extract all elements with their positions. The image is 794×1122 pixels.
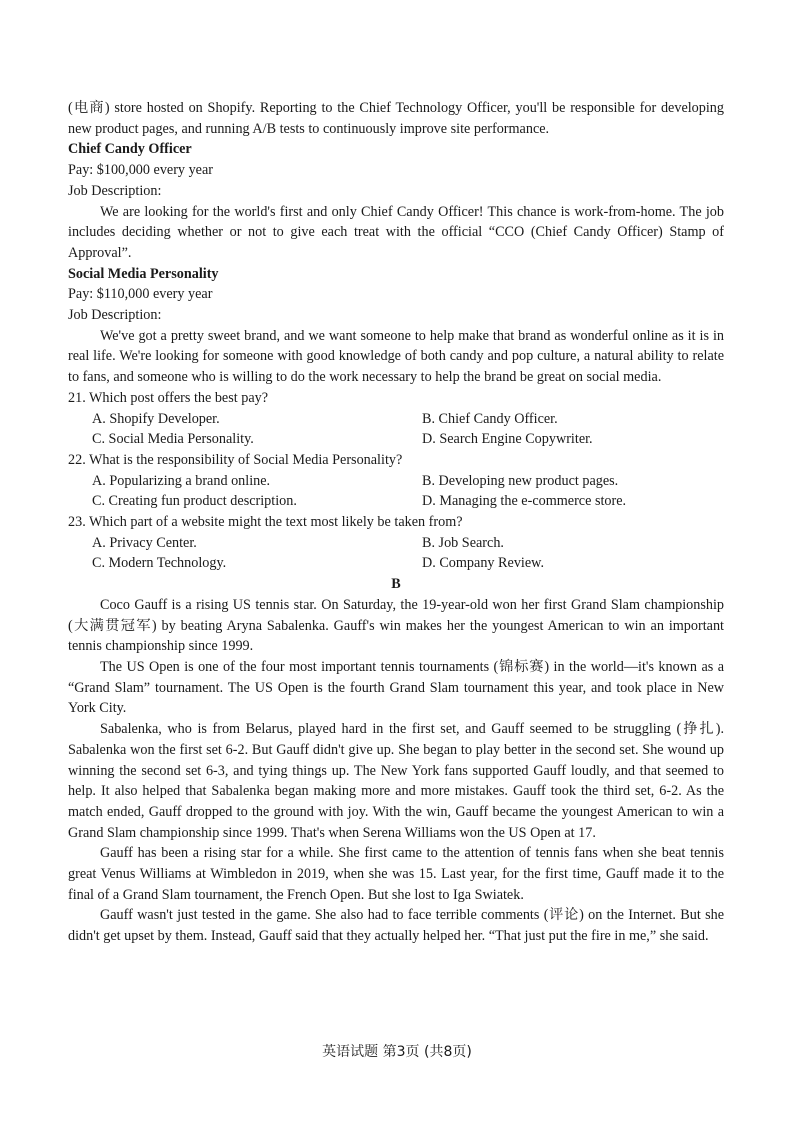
intro-paragraph: (电商) store hosted on Shopify. Reporting to the Chief Technology Officer, you'll be responsible for developing new product pages, and running A/B tests to continuously improve site performance. (68, 100, 724, 137)
option-a: A. Privacy Center. (92, 534, 197, 551)
question-22 (68, 450, 724, 512)
passage-paragraph-4: Gauff has been a rising star for a while. She first came to the attention of tennis fans when she beat tennis great Venus Williams at Wimbledon in 2019, when she was 15. Last year, for the first time, Gauff made it to the final of a Grand Slam tournament, the French Open. But she lost to Iga Swiatek. (68, 845, 724, 903)
option-a: A. Shopify Developer. (92, 410, 220, 427)
job-description-social-media-personality: We've got a pretty sweet brand, and we want someone to help make that brand as wonderful online as it is in real life. We're looking for someone with good knowledge of both candy and pop culture, a natural ability to relate to fans, and someone who is willing to do the work necessary to help the brand be great on social media. (68, 327, 724, 386)
option-a: A. Popularizing a brand online. (92, 472, 271, 489)
job-title-social-media-personality: Social Media Personality (68, 265, 219, 282)
option-b: B. Developing new product pages. (422, 472, 619, 489)
option-d: D. Company Review. (422, 555, 545, 572)
answer-options (68, 533, 724, 574)
passage-paragraph-1: Coco Gauff is a rising US tennis star. On Saturday, the 19-year-old won her first Grand Slam championship (大满贯冠军) by beating Aryna Sabalenka. Gauff's win makes her the youngest American to win an important tennis championship since 1999. (68, 596, 724, 655)
job-description-chief-candy-officer: We are looking for the world's first and only Chief Candy Officer! This chance is work-from-home. The job includes deciding whether or not to give each treat with the official “CCO (Chief Candy Officer) Stamp of Approval”. (68, 203, 724, 261)
document-page (68, 98, 724, 947)
job-title-chief-candy-officer: Chief Candy Officer (68, 141, 192, 158)
answer-options (68, 471, 724, 512)
option-c: C. Creating fun product description. (92, 493, 297, 510)
question-stem: 22. What is the responsibility of Social Media Personality? (68, 451, 403, 468)
job-pay-chief-candy-officer: Pay: $100,000 every year (68, 162, 213, 179)
page-footer: 英语试题 第3页 (共8页) (322, 1044, 472, 1060)
question-21 (68, 388, 724, 450)
answer-options (68, 409, 724, 450)
option-c: C. Social Media Personality. (92, 431, 254, 448)
passage-paragraph-3: Sabalenka, who is from Belarus, played hard in the first set, and Gauff seemed to be struggling (挣扎). Sabalenka won the first set 6-2. But Gauff didn't give up. She began to play better in the second set. She wound up winning the second set 6-3, and tying things up. The New York fans supported Gauff loudly, and that seemed to help. It also helped that Sabalenka began making more and more mistakes. Gauff took the third set, 6-2. As the match ended, Gauff dropped to the ground with joy. With the win, Gauff became the youngest American to win a Grand Slam championship since 1999. That's when Serena Williams won the US Open at 17. (68, 721, 724, 841)
job-description-label: Job Description: (68, 182, 162, 199)
question-23 (68, 512, 724, 574)
option-d: D. Managing the e-commerce store. (422, 493, 627, 510)
passage-paragraph-5: Gauff wasn't just tested in the game. She also had to face terrible comments (评论) on the Internet. But she didn't get upset by them. Instead, Gauff said that they actually helped her. “That just put the fire in me,” she said. (68, 907, 724, 945)
question-stem: 21. Which post offers the best pay? (68, 389, 269, 406)
passage-paragraph-2: The US Open is one of the four most important tennis tournaments (锦标赛) in the world—it's known as a “Grand Slam” tournament. The US Open is the fourth Grand Slam tournament this year, and took place in New York City. (68, 658, 724, 717)
option-b: B. Job Search. (422, 534, 504, 551)
question-stem: 23. Which part of a website might the text most likely be taken from? (68, 514, 463, 531)
option-c: C. Modern Technology. (92, 555, 227, 572)
option-b: B. Chief Candy Officer. (422, 410, 558, 427)
section-b-heading: B (391, 576, 401, 593)
job-description-label: Job Description: (68, 307, 162, 324)
job-pay-social-media-personality: Pay: $110,000 every year (68, 286, 213, 303)
option-d: D. Search Engine Copywriter. (422, 431, 593, 448)
